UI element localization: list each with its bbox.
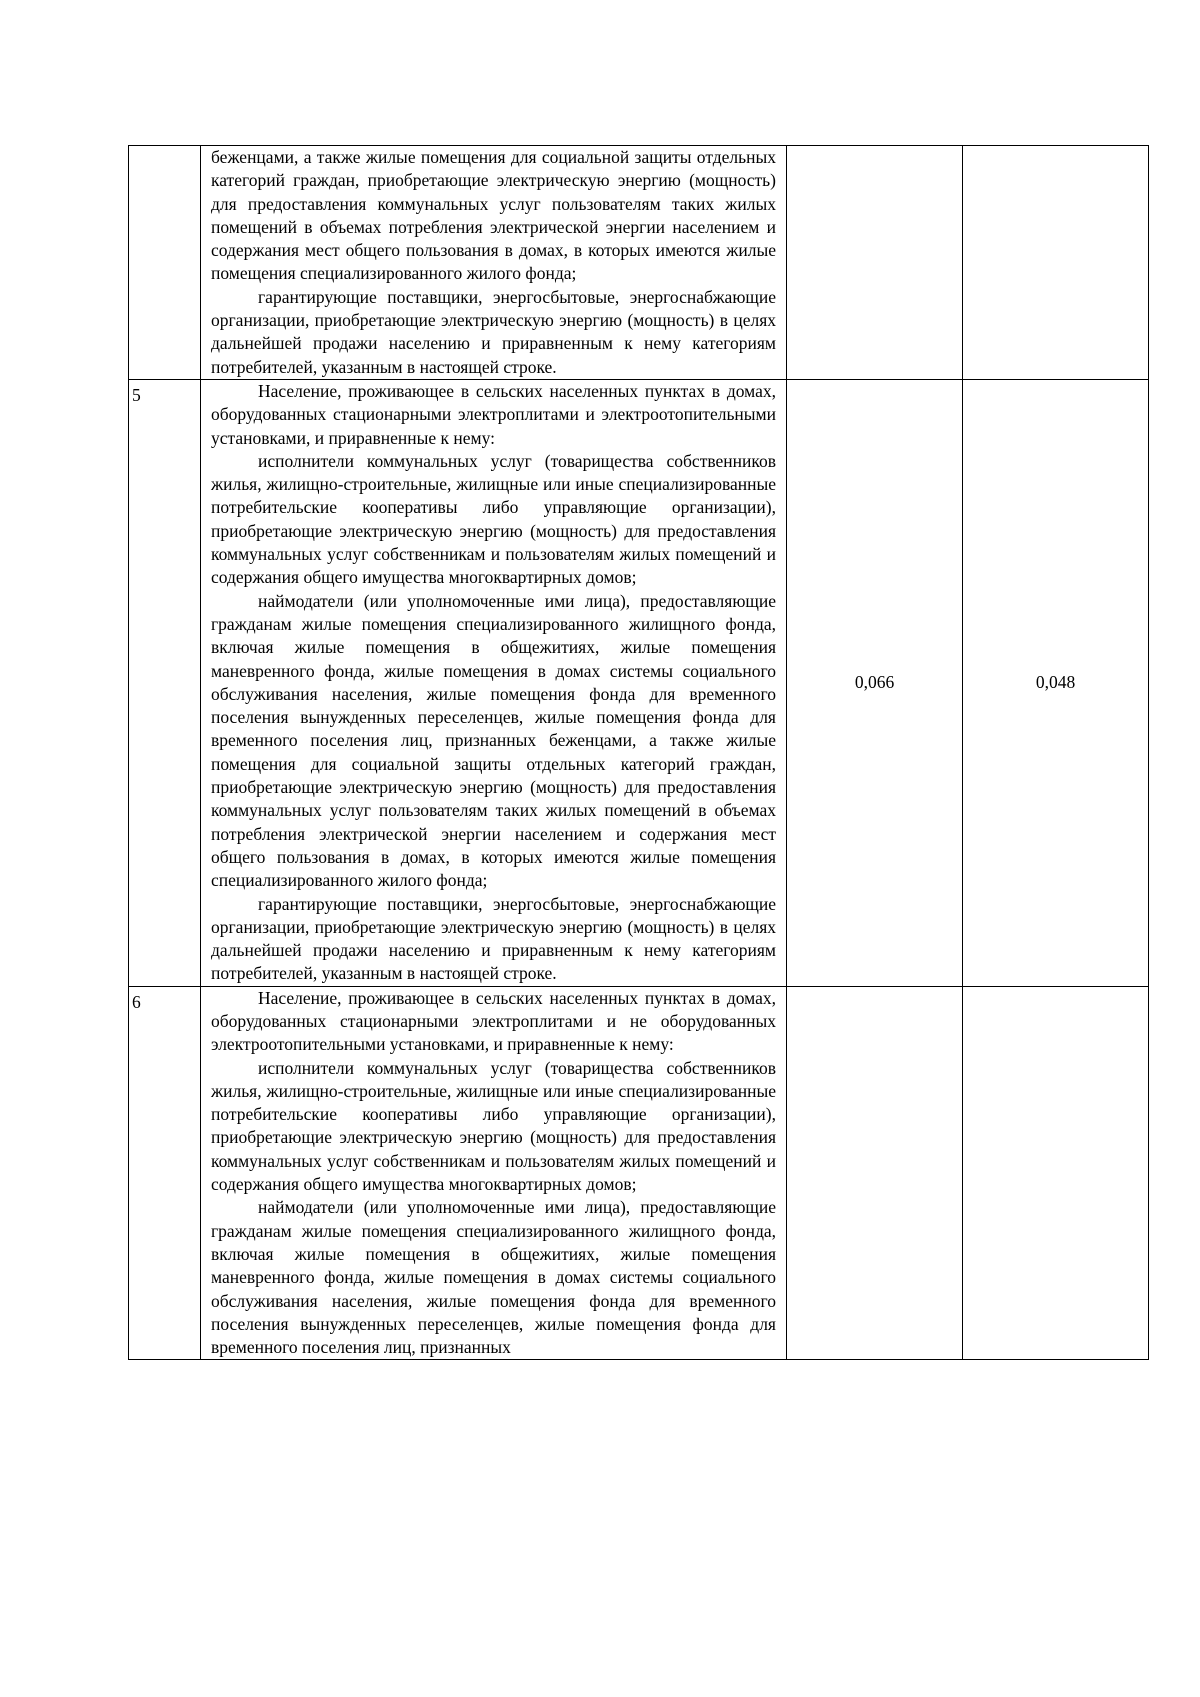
row-paragraph: беженцами, а также жилые помещения для социальной защиты отдельных категорий граждан, приобретающие электрическую энергию (мощность) для предоставления коммунальных услуг пользователям таких жилых помещений в объемах потребления электрической энергии населением и содержания мест общего пользования в домах, в которых имеются жилые помещения специализированного жилого фонда; — [211, 147, 776, 284]
row-value-2-cell — [963, 986, 1149, 1360]
row-paragraph: исполнители коммунальных услуг (товарищества собственников жилья, жилищно-строительные, жилищные или иные специализированные потребительские кооперативы либо управляющие организации), приобретающие электрическую энергию (мощность) для предоставления коммунальных услуг собственникам и пользователям жилых помещений и содержания общего имущества многоквартирных домов; — [211, 450, 776, 588]
row-value-2-cell: 0,048 — [963, 379, 1149, 986]
row-value-2-cell — [963, 146, 1149, 380]
row-paragraph: Население, проживающее в сельских населенных пунктах в домах, оборудованных стационарными электроплитами и не оборудованных электроотопительными установками, и приравненные к нему: — [211, 987, 776, 1055]
table-row — [129, 986, 1149, 1360]
tariff-table-body — [129, 146, 1149, 1360]
row-description-cell — [201, 986, 787, 1360]
row-number-cell: 6 — [129, 986, 201, 1360]
row-value-1-cell — [787, 986, 963, 1360]
row-value-1-cell — [787, 146, 963, 380]
row-value-1-cell: 0,066 — [787, 379, 963, 986]
row-description-cell — [201, 379, 787, 986]
row-description-cell — [201, 146, 787, 380]
row-paragraph: наймодатели (или уполномоченные ими лица), предоставляющие гражданам жилые помещения специализированного жилищного фонда, включая жилые помещения в общежитиях, жилые помещения маневренного фонда, жилые помещения в домах системы социального обслуживания населения, жилые помещения фонда для временного поселения вынужденных переселенцев, жилые помещения фонда для временного поселения лиц, признанных — [211, 1197, 776, 1358]
table-row — [129, 146, 1149, 380]
table-row — [129, 379, 1149, 986]
row-number-cell: 5 — [129, 379, 201, 986]
row-number-cell — [129, 146, 201, 380]
row-paragraph: Население, проживающее в сельских населенных пунктах в домах, оборудованных стационарными электроплитами и электроотопительными установками, и приравненные к нему: — [211, 380, 776, 448]
row-paragraph: исполнители коммунальных услуг (товарищества собственников жилья, жилищно-строительные, жилищные или иные специализированные потребительские кооперативы либо управляющие организации), приобретающие электрическую энергию (мощность) для предоставления коммунальных услуг собственникам и пользователям жилых помещений и содержания общего имущества многоквартирных домов; — [211, 1057, 776, 1195]
tariff-table — [128, 145, 1149, 1360]
row-paragraph: наймодатели (или уполномоченные ими лица), предоставляющие гражданам жилые помещения специализированного жилищного фонда, включая жилые помещения в общежитиях, жилые помещения маневренного фонда, жилые помещения в домах системы социального обслуживания населения, жилые помещения фонда для временного поселения вынужденных переселенцев, жилые помещения фонда для временного поселения лиц, признанных беженцами, а также жилые помещения для социальной защиты отдельных категорий граждан, приобретающие электрическую энергию (мощность) для предоставления коммунальных услуг пользователям таких жилых помещений в объемах потребления электрической энергии населением и содержания мест общего пользования в домах, в которых имеются жилые помещения специализированного жилого фонда; — [211, 590, 776, 891]
row-paragraph: гарантирующие поставщики, энергосбытовые, энергоснабжающие организации, приобретающие электрическую энергию (мощность) в целях дальнейшей продажи населению и приравненным к нему категориям потребителей, указанным в настоящей строке. — [211, 893, 776, 984]
row-paragraph: гарантирующие поставщики, энергосбытовые, энергоснабжающие организации, приобретающие электрическую энергию (мощность) в целях дальнейшей продажи населению и приравненным к нему категориям потребителей, указанным в настоящей строке. — [211, 286, 776, 377]
